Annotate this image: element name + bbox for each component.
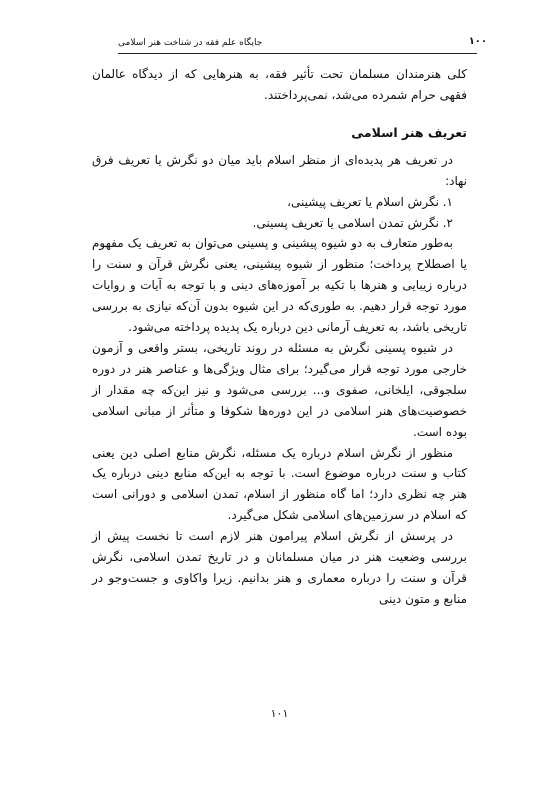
paragraph-inquiry: در پرسش از نگرش اسلام پیرامون هنر لازم است تا نخست پیش از بررسی وضعیت هنر در میان مسلمانان و در تاریخ تمدن اسلامی، نگرش قرآن و سنت را درباره معماری و هنر بدانیم. زیرا واکاوی و جست‌وجو در منابع و متون دینی (92, 529, 467, 606)
header-page-number: ۱۰۰ (468, 36, 487, 47)
body-text (92, 64, 467, 610)
paragraph-continuation: کلی هنرمندان مسلمان تحت تأثیر فقه، به هنرهایی که از دیدگاه عالمان فقهی حرام شمرده می‌شد، نمی‌پرداختند. (92, 67, 467, 102)
paragraph-a-posteriori: در شیوه پسینی نگرش به مسئله در روند تاریخی، بستر واقعی و آزمون خارجی مورد توجه قرار می‌گیرد؛ برای مثال ویژگی‌ها و عناصر هنر در دوره سلجوقی، ایلخانی، صفوی و... بررسی می‌شود و نیز این‌که چه مقدار از خصوصیت‌های هنر اسلامی در این دوره‌ها شکوفا و متأثر از مبانی اسلامی بوده است. (92, 340, 467, 439)
page-number: ۱۰۱ (270, 707, 289, 720)
list-item-2: ۲. نگرش تمدن اسلامی یا تعریف پسینی. (252, 215, 453, 230)
running-header (118, 36, 487, 54)
running-title: جایگاه علم فقه در شناخت هنر اسلامی (118, 38, 263, 48)
paragraph-definition-intro: در تعریف هر پدیده‌ای از منظر اسلام باید میان دو نگرش یا تعریف فرق نهاد: (92, 152, 467, 188)
section-heading: تعریف هنر اسلامی (351, 124, 467, 140)
paragraph-islam-view: منظور از نگرش اسلام درباره یک مسئله، نگرش منابع اصلی دین یعنی کتاب و سنت درباره موضوع است. با توجه به این‌که منابع دینی درباره یک هنر چه نظری دارد؛ اما گاه منظور از اسلام، تمدن اسلامی و دورانی است که اسلام در سرزمین‌های اسلامی شکل می‌گیرد. (92, 445, 467, 523)
list-item-1: ۱. نگرش اسلام یا تعریف پیشینی، (287, 194, 453, 209)
paragraph-a-priori: به‌طور متعارف به دو شیوه پیشینی و پسینی می‌توان به تعریف یک مفهوم یا اصطلاح پرداخت؛ منظور از شیوه پیشینی، یعنی نگرش قرآن و سنت را درباره زیبایی و هنرها با تکیه بر آموزه‌های دینی و با توجه به آیات و روایات مورد توجه قرار دهیم. به طوری‌که در این شیوه بدون آن‌که نیازی به بررسی تاریخی باشد، به تعریف آرمانی دین درباره یک پدیده پرداخته می‌شود. (92, 236, 467, 335)
